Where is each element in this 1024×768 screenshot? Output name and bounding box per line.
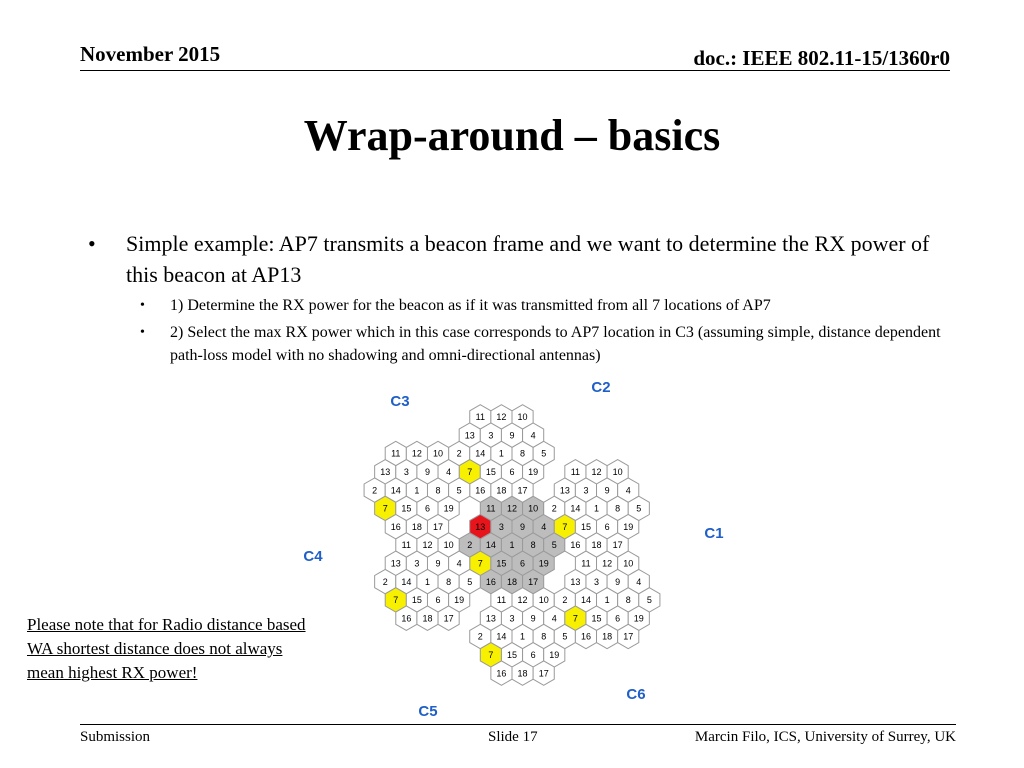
cluster-label-c6: C6 xyxy=(626,686,646,703)
hex-ap-number: 7 xyxy=(572,613,578,624)
hex-ap-number: 2 xyxy=(551,503,557,514)
hex-ap-number: 12 xyxy=(411,448,422,459)
hex-ap-number: 9 xyxy=(604,485,610,496)
hex-ap-number: 1 xyxy=(604,595,610,606)
cluster-label-c2: C2 xyxy=(591,379,611,396)
bullet-dot-icon: • xyxy=(88,231,96,256)
hex-ap-number: 2 xyxy=(456,448,462,459)
hex-ap-number: 18 xyxy=(517,668,528,679)
hex-ap-number: 14 xyxy=(485,540,496,551)
hex-ap-number: 14 xyxy=(390,485,401,496)
hex-ap-number: 18 xyxy=(422,613,433,624)
hex-ap-number: 11 xyxy=(581,558,591,569)
hex-ap-number: 18 xyxy=(591,540,602,551)
hex-ap-number: 1 xyxy=(498,448,504,459)
hex-ap-number: 15 xyxy=(401,503,412,514)
hex-ap-number: 1 xyxy=(520,631,526,642)
hex-ap-number: 6 xyxy=(604,521,610,532)
footer-divider xyxy=(80,724,956,725)
hex-ap-number: 17 xyxy=(528,576,539,587)
hex-ap-number: 4 xyxy=(446,467,452,477)
hex-ap-number: 15 xyxy=(485,467,496,477)
cluster-label-c3: C3 xyxy=(390,393,410,410)
hex-ap-number: 13 xyxy=(464,430,475,441)
hex-ap-number: 3 xyxy=(509,613,515,624)
hex-ap-number: 3 xyxy=(403,467,409,477)
hex-ap-number: 7 xyxy=(488,650,494,660)
hex-ap-number: 10 xyxy=(623,558,634,569)
hex-ap-number: 8 xyxy=(615,503,621,514)
hex-ap-number: 3 xyxy=(583,485,589,496)
hex-ap-number: 9 xyxy=(435,558,441,569)
hex-ap-number: 12 xyxy=(422,540,433,551)
hex-ap-number: 12 xyxy=(517,595,528,606)
hex-ap-number: 7 xyxy=(393,595,399,606)
hex-ap-number: 13 xyxy=(475,521,486,532)
hex-ap-number: 14 xyxy=(570,503,581,514)
hex-ap-number: 5 xyxy=(636,503,642,514)
hex-ap-number: 5 xyxy=(551,540,557,551)
hex-ap-number: 16 xyxy=(401,613,412,624)
hex-ap-number: 10 xyxy=(538,595,549,606)
hex-ap-number: 5 xyxy=(646,595,652,606)
hex-ap-number: 3 xyxy=(414,558,420,569)
sub-bullet-text: 1) Determine the RX power for the beacon as if it was transmitted from all 7 locations of AP7 xyxy=(170,297,771,314)
hex-ap-number: 18 xyxy=(602,631,613,642)
bullet-main-text: Simple example: AP7 transmits a beacon frame and we want to determine the RX power of this beacon at AP13 xyxy=(126,231,930,287)
hex-ap-number: 14 xyxy=(401,576,412,587)
footer-slide-number: Slide 17 xyxy=(488,729,538,745)
hex-ap-number: 6 xyxy=(509,467,515,477)
hex-ap-number: 19 xyxy=(454,595,465,606)
hex-ap-number: 2 xyxy=(562,595,568,606)
hex-ap-number: 15 xyxy=(591,613,602,624)
hex-ap-number: 6 xyxy=(520,558,526,569)
hex-ap-number: 4 xyxy=(541,521,547,532)
cluster-label-c4: C4 xyxy=(303,548,323,565)
hex-ap-number: 2 xyxy=(382,576,388,587)
hex-ap-number: 11 xyxy=(486,503,496,514)
hex-ap-number: 7 xyxy=(562,521,568,532)
hex-ap-number: 5 xyxy=(541,448,547,459)
hex-ap-number: 13 xyxy=(485,613,496,624)
hex-ap-number: 15 xyxy=(411,595,422,606)
hex-ap-number: 14 xyxy=(475,448,486,459)
hex-ap-number: 10 xyxy=(528,503,539,514)
hex-ap-number: 9 xyxy=(530,613,536,624)
slide-title: Wrap-around – basics xyxy=(303,111,721,160)
hex-ap-number: 12 xyxy=(496,412,507,423)
hex-ap-number: 14 xyxy=(496,631,507,642)
sub-bullet-text: 2) Select the max RX power which in this case corresponds to AP7 location in C3 (assuming simple, distance dependent path-loss model with no shadowing and omni-directional antennas) xyxy=(170,324,941,364)
hex-ap-number: 9 xyxy=(509,430,515,441)
hex-ap-number: 8 xyxy=(520,448,526,459)
hex-ap-number: 17 xyxy=(443,613,454,624)
hex-ap-number: 10 xyxy=(433,448,444,459)
hex-ap-number: 6 xyxy=(424,503,430,514)
hex-ap-number: 4 xyxy=(551,613,557,624)
hex-ap-number: 9 xyxy=(520,521,526,532)
hex-ap-number: 18 xyxy=(496,485,507,496)
hex-ap-number: 19 xyxy=(623,521,634,532)
hex-ap-number: 9 xyxy=(615,576,621,587)
hex-ap-number: 12 xyxy=(602,558,613,569)
footer-submission: Submission xyxy=(80,729,151,745)
hex-ap-number: 3 xyxy=(498,521,504,532)
hex-ap-number: 10 xyxy=(612,467,623,477)
hex-ap-number: 13 xyxy=(570,576,581,587)
hex-ap-number: 5 xyxy=(562,631,568,642)
hex-ap-number: 17 xyxy=(623,631,634,642)
hex-ap-number: 13 xyxy=(559,485,570,496)
hex-ap-number: 4 xyxy=(456,558,462,569)
hex-ap-number: 15 xyxy=(506,650,518,660)
hex-ap-number: 11 xyxy=(391,448,401,459)
hex-ap-number: 11 xyxy=(401,540,412,551)
hex-ap-number: 7 xyxy=(477,558,483,569)
hex-ap-number: 15 xyxy=(580,521,591,532)
hex-ap-number: 2 xyxy=(477,631,483,642)
header-doc-id: doc.: IEEE 802.11-15/1360r0 xyxy=(693,46,950,70)
hex-ap-number: 10 xyxy=(517,412,528,423)
hex-ap-number: 11 xyxy=(496,595,507,606)
hex-ap-number: 14 xyxy=(580,595,591,606)
hex-ap-number: 7 xyxy=(467,467,473,477)
hex-ap-number: 12 xyxy=(506,503,518,514)
hex-ap-number: 15 xyxy=(496,558,507,569)
hex-ap-number: 18 xyxy=(411,521,422,532)
hex-ap-number: 2 xyxy=(467,540,473,551)
hex-ap-number: 19 xyxy=(538,558,549,569)
hex-ap-number: 1 xyxy=(424,576,430,587)
hex-ap-number: 7 xyxy=(382,503,388,514)
header-date: November 2015 xyxy=(80,42,221,66)
hex-ap-number: 16 xyxy=(485,576,496,587)
hex-ap-number: 16 xyxy=(570,540,581,551)
hex-ap-number: 5 xyxy=(467,576,473,587)
footer-author: Marcin Filo, ICS, University of Surrey, UK xyxy=(694,729,956,745)
bullet-dot-icon: • xyxy=(140,325,145,340)
hex-ap-number: 8 xyxy=(541,631,547,642)
hex-ap-number: 19 xyxy=(633,613,644,624)
hex-ap-number: 12 xyxy=(591,467,602,477)
cluster-label-c1: C1 xyxy=(704,525,724,542)
hex-ap-number: 3 xyxy=(488,430,494,441)
hex-ap-number: 16 xyxy=(496,668,507,679)
hex-ap-number: 1 xyxy=(594,503,600,514)
hex-ap-number: 19 xyxy=(443,503,454,514)
hex-ap-number: 16 xyxy=(390,521,401,532)
cluster-label-c5: C5 xyxy=(418,703,438,720)
hex-ap-number: 17 xyxy=(538,668,549,679)
hex-ap-number: 4 xyxy=(625,485,631,496)
hex-ap-number: 17 xyxy=(612,540,623,551)
hex-ap-number: 16 xyxy=(475,485,486,496)
hex-ap-number: 2 xyxy=(372,485,378,496)
hex-ap-number: 8 xyxy=(530,540,536,551)
hex-ap-number: 9 xyxy=(424,467,430,477)
hex-ap-number: 16 xyxy=(580,631,591,642)
hex-ap-number: 3 xyxy=(594,576,600,587)
hex-ap-number: 1 xyxy=(509,540,515,551)
hex-ap-number: 4 xyxy=(636,576,642,587)
hex-ap-number: 6 xyxy=(530,650,536,660)
hex-ap-number: 17 xyxy=(433,521,444,532)
hex-ap-number: 8 xyxy=(435,485,441,496)
hex-ap-number: 11 xyxy=(570,467,581,477)
hex-ap-number: 6 xyxy=(435,595,441,606)
hex-ap-number: 1 xyxy=(414,485,420,496)
hex-ap-number: 11 xyxy=(475,412,485,423)
hex-ap-number: 5 xyxy=(456,485,462,496)
hex-ap-number: 4 xyxy=(530,430,536,441)
hex-ap-number: 19 xyxy=(528,467,539,477)
hex-ap-number: 6 xyxy=(615,613,621,624)
hex-ap-number: 13 xyxy=(380,467,391,477)
hex-ap-number: 10 xyxy=(443,540,454,551)
bullet-dot-icon: • xyxy=(140,298,145,313)
hex-ap-number: 18 xyxy=(506,576,518,587)
hex-ap-number: 17 xyxy=(517,485,528,496)
hex-ap-number: 8 xyxy=(625,595,631,606)
hex-ap-number: 13 xyxy=(390,558,401,569)
hex-ap-number: 19 xyxy=(549,650,560,660)
hex-ap-number: 8 xyxy=(446,576,452,587)
radio-distance-note: Please note that for Radio distance based WA shortest distance does not always mean highest RX power! xyxy=(27,615,306,682)
